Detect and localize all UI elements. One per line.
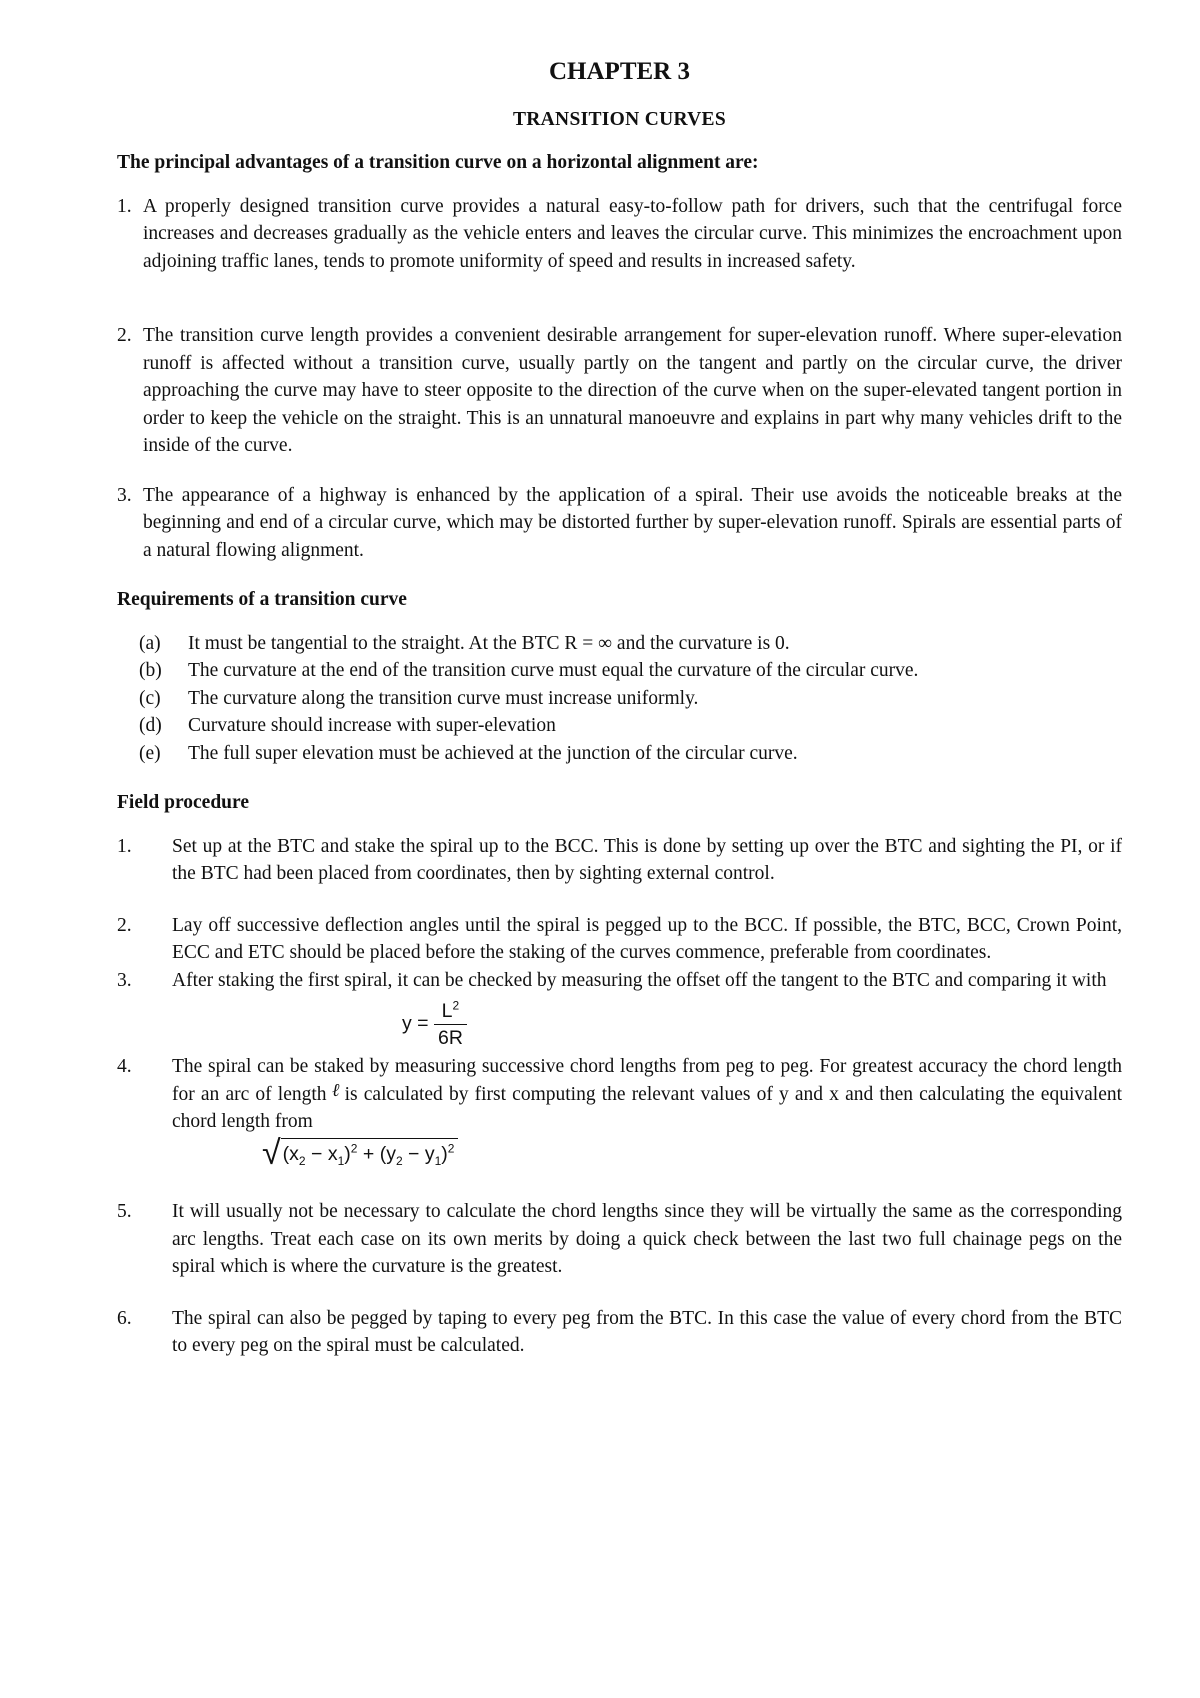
step-text: The spiral can also be pegged by taping to every peg from the BTC. In this case the value of every chord from the BTC to every peg on the spiral must be calculated.: [172, 1307, 1122, 1356]
list-item-label: (b): [139, 660, 162, 681]
step-text-part: is calculated by first computing the relevant values of y and x and then calculating the equivalent chord length from: [172, 1083, 1123, 1132]
step-text: It will usually not be necessary to calculate the chord lengths since they will be virtually the same as the corresponding arc lengths. Treat each case on its own merits by doing a quick check between the last two full chainage pegs on the spiral which is where the curvature is the greatest.: [172, 1201, 1122, 1277]
term-x1-sub: 1: [337, 1153, 345, 1168]
step-number: 5.: [117, 1201, 132, 1222]
term-x2: x: [289, 1142, 299, 1165]
term-y2-sub: 2: [395, 1153, 403, 1168]
list-item: [139, 630, 1122, 658]
list-item-text: The transition curve length provides a convenient desirable arrangement for super-elevation runoff. Where super-elevation runoff is affected without a transition curve, usually partly on the tangent and partly on the circular curve, the driver approaching the curve may have to steer opposite to the direction of the curve when on the super-elevated tangent portion in order to keep the vehicle on the straight. This is an unnatural manoeuvre and explains in part why many vehicles drift to the inside of the curve.: [143, 325, 1122, 456]
step-text: Lay off successive deflection angles until the spiral is pegged up to the BCC. If possible, the BTC, BCC, Crown Point, ECC and ETC should be placed before the staking of the curves commence, preferable from coordinates.: [172, 914, 1122, 963]
list-item: [117, 193, 1122, 276]
step-number: 2.: [117, 914, 132, 936]
radical-sign: √: [262, 1133, 281, 1172]
offset-formula: [402, 998, 1122, 1051]
formula-numerator: [434, 998, 467, 1025]
list-item-number: 1.: [117, 195, 132, 217]
procedure-step: [117, 1198, 1122, 1281]
step-number: 4.: [117, 1056, 132, 1077]
list-item-text: The curvature at the end of the transition curve must equal the curvature of the circular curve.: [188, 660, 919, 681]
list-item-text: Curvature should increase with super-elevation: [188, 715, 556, 736]
numerator-exponent: 2: [452, 998, 460, 1013]
formula-lhs: y =: [402, 1012, 429, 1035]
step-number: 6.: [117, 1307, 132, 1329]
list-item-text: It must be tangential to the straight. At the BTC R = ∞ and the curvature is 0.: [188, 632, 790, 654]
list-item: [139, 712, 1122, 740]
list-item-text: A properly designed transition curve provides a natural easy-to-follow path for drivers, such that the centrifugal force increases and decreases gradually as the vehicle enters and leaves the circular curve. This minimizes the encroachment upon adjoining traffic lanes, tends to promote uniformity of speed and results in increased safety.: [143, 195, 1122, 272]
step-number: 3.: [117, 969, 132, 991]
list-item-label: (e): [139, 742, 161, 764]
list-item: [139, 740, 1122, 768]
radicand: $(x_2 - x_1)^2 + (y_2 - y_1)^2$: [281, 1138, 459, 1168]
list-item: [139, 657, 1122, 685]
square-root: [262, 1133, 458, 1172]
section-title: TRANSITION CURVES: [512, 108, 726, 130]
term-x1: x: [327, 1142, 338, 1165]
term-y1: y: [424, 1142, 435, 1165]
arc-length-symbol: ℓ: [330, 1079, 341, 1101]
procedure-step: [117, 833, 1122, 888]
numerator-base: L: [441, 1000, 453, 1022]
procedure-step: [117, 912, 1122, 967]
term-x2-sub: 2: [298, 1153, 306, 1168]
requirements-list: [139, 630, 1122, 768]
list-item-text: The full super elevation must be achieved at the junction of the circular curve.: [188, 742, 798, 764]
advantages-heading: The principal advantages of a transition curve on a horizontal alignment are:: [117, 152, 759, 173]
procedure-step: [117, 967, 1122, 995]
list-item: [117, 482, 1122, 565]
step-text-part: The spiral can be staked by measuring successive chord lengths from peg to peg. For greatest accuracy the chord length for an arc of length: [172, 1056, 1122, 1105]
list-item: [139, 685, 1122, 713]
field-procedure-heading: Field procedure: [117, 792, 249, 813]
list-item-text: The appearance of a highway is enhanced by the application of a spiral. Their use avoids the noticeable breaks at the beginning and end of a circular curve, which may be distorted further by super-elevation runoff. Spirals are essential parts of a natural flowing alignment.: [143, 484, 1122, 561]
exponent: 2: [350, 1141, 358, 1155]
list-item-number: 2.: [117, 325, 132, 346]
list-item-label: (c): [139, 687, 161, 709]
list-item: [117, 322, 1122, 460]
procedure-step: [117, 1053, 1122, 1136]
term-y2: y: [386, 1142, 396, 1165]
list-item-label: (a): [139, 632, 161, 654]
step-text: Set up at the BTC and stake the spiral up to the BCC. This is done by setting up over the BTC and sighting the PI, or if the BTC had been placed from coordinates, then by sighting external control.: [172, 835, 1122, 884]
step-number: 1.: [117, 835, 132, 857]
chord-formula: [262, 1133, 1122, 1173]
formula-denominator: 6R: [437, 1027, 463, 1049]
list-item-label: (d): [139, 715, 162, 736]
formula-fraction: [434, 998, 467, 1051]
exponent: 2: [447, 1141, 455, 1155]
chapter-title: CHAPTER 3: [549, 58, 690, 85]
advantages-list: [117, 193, 1122, 565]
step-text: After staking the first spiral, it can be checked by measuring the offset off the tangent to the BTC and comparing it with: [172, 969, 1107, 991]
step-text: [172, 1053, 1122, 1136]
field-procedure-steps: [117, 833, 1122, 1360]
list-item-number: 3.: [117, 484, 132, 506]
term-y1-sub: 1: [434, 1153, 442, 1168]
list-item-text: The curvature along the transition curve must increase uniformly.: [188, 687, 699, 709]
procedure-step: [117, 1305, 1122, 1360]
document-page: [117, 52, 1122, 1360]
requirements-heading: Requirements of a transition curve: [117, 589, 407, 610]
